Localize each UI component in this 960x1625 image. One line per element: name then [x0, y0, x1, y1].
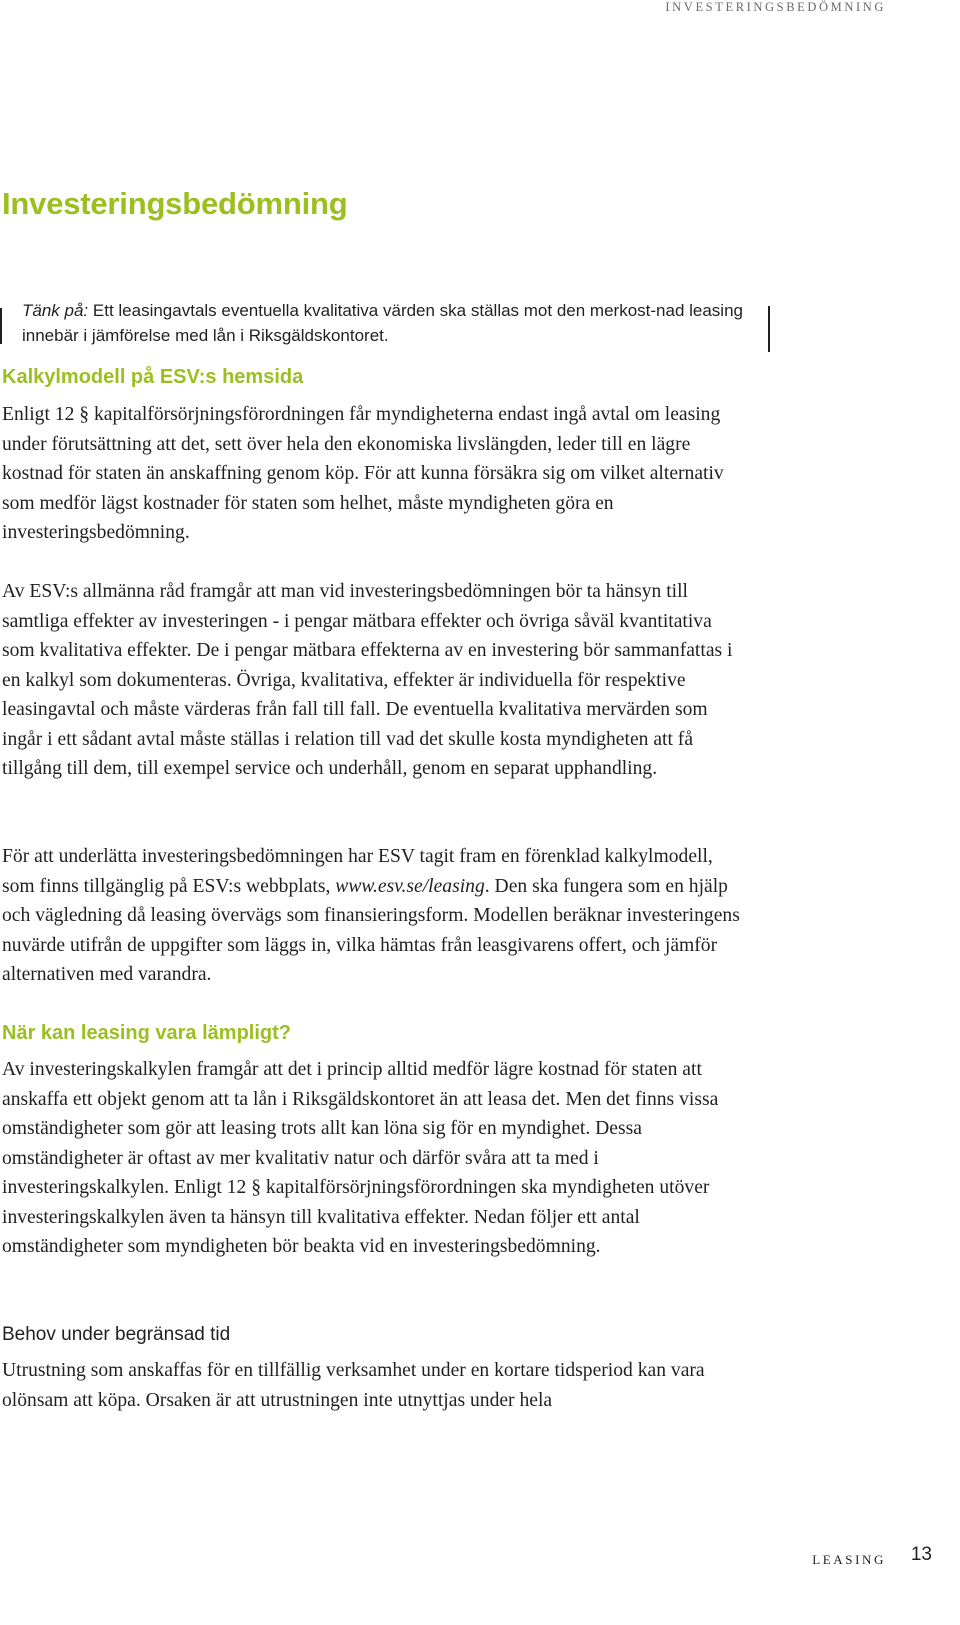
tip-lead: Tänk på:: [22, 301, 89, 320]
running-header: INVESTERINGSBEDÖMNING: [665, 0, 886, 14]
paragraph-kalkylmodell-2: Av ESV:s allmänna råd framgår att man vid investeringsbedömningen bör ta hänsyn till samtliga effekter av investeringen - i pengar mätbara effekter och övriga såväl kvantitativa som kvalitativa effekter. De i pengar mätbara effekterna av en investering bör sammanfattas i en kalkyl som dokumenteras. Övriga, kvalitativa, effekter är individuella för respektive leasingavtal och måste värderas från fall till fall. De eventuella kvalitativa mervärden som ingår i ett sådant avtal måste ställas i relation till vad det skulle kosta myndigheten att få tillgång till dem, till exempel service och underhåll, genom en separat upphandling.: [2, 581, 733, 779]
paragraph-behov: Utrustning som anskaffas för en tillfällig verksamhet under en kortare tidsperiod kan vara olönsam att köpa. Orsaken är att utrustningen inte utnyttjas under hela: [2, 1360, 705, 1411]
tip-text: [22, 298, 752, 348]
paragraph-text: För att underlätta investeringsbedömningen har ESV tagit fram en förenklad kalkylmodell, som finns tillgänglig på ESV:s webbplats,: [2, 846, 713, 897]
paragraph-kalkylmodell-1: Enligt 12 § kapitalförsörjningsförordningen får myndigheterna endast ingå avtal om leasing under förutsättning att det, sett över hela den ekonomiska livslängden, leder till en lägre kostnad för staten än anskaffning genom köp. För att kunna försäkra sig om vilket alternativ som medför lägst kostnader för staten som helhet, måste myndigheten göra en investeringsbedömning.: [2, 404, 724, 543]
section-heading-kalkylmodell: Kalkylmodell på ESV:s hemsida: [2, 366, 304, 388]
page-title: Investeringsbedömning: [2, 186, 348, 221]
sub-heading-behov: Behov under begränsad tid: [2, 1324, 231, 1345]
section-heading-nar-kan-leasing: När kan leasing vara lämpligt?: [2, 1022, 291, 1044]
tip-box-right-rule: [768, 306, 770, 352]
footer-label: LEASING: [812, 1552, 886, 1567]
esv-leasing-link[interactable]: www.esv.se/leasing: [335, 875, 485, 897]
tip-box: [0, 298, 770, 354]
paragraph-text: . Den ska fungera som en hjälp och vägledning då leasing övervägs som finansieringsform. Modellen beräknar investeringens nuvärde utifrån de uppgifter som läggs in, vilka hämtas från leasgivarens offert, och jämför alternativen med varandra.: [2, 875, 740, 985]
paragraph-kalkylmodell-3: [2, 842, 747, 990]
tip-body: Ett leasingavtals eventuella kvalitativa värden ska ställas mot den merkost-nad leasing innebär i jämförelse med lån i Riksgäldskontoret.: [22, 301, 743, 345]
paragraph-nar-kan-leasing: Av investeringskalkylen framgår att det i princip alltid medför lägre kostnad för staten att anskaffa ett objekt genom att ta lån i Riksgäldskontoret än att leasa det. Men det finns vissa omständigheter som gör att leasing trots allt kan löna sig för en myndighet. Dessa omständigheter är oftast av mer kvalitativ natur och därför svåra att ta med i investeringskalkylen. Enligt 12 § kapitalförsörjningsförordningen ska myndigheten utöver investeringskalkylen även ta hänsyn till kvalitativa effekter. Nedan följer ett antal omständigheter som myndigheten bör beakta vid en investeringsbedömning.: [2, 1059, 719, 1257]
page-number: 13: [910, 1544, 932, 1565]
tip-box-left-rule: [0, 308, 2, 344]
